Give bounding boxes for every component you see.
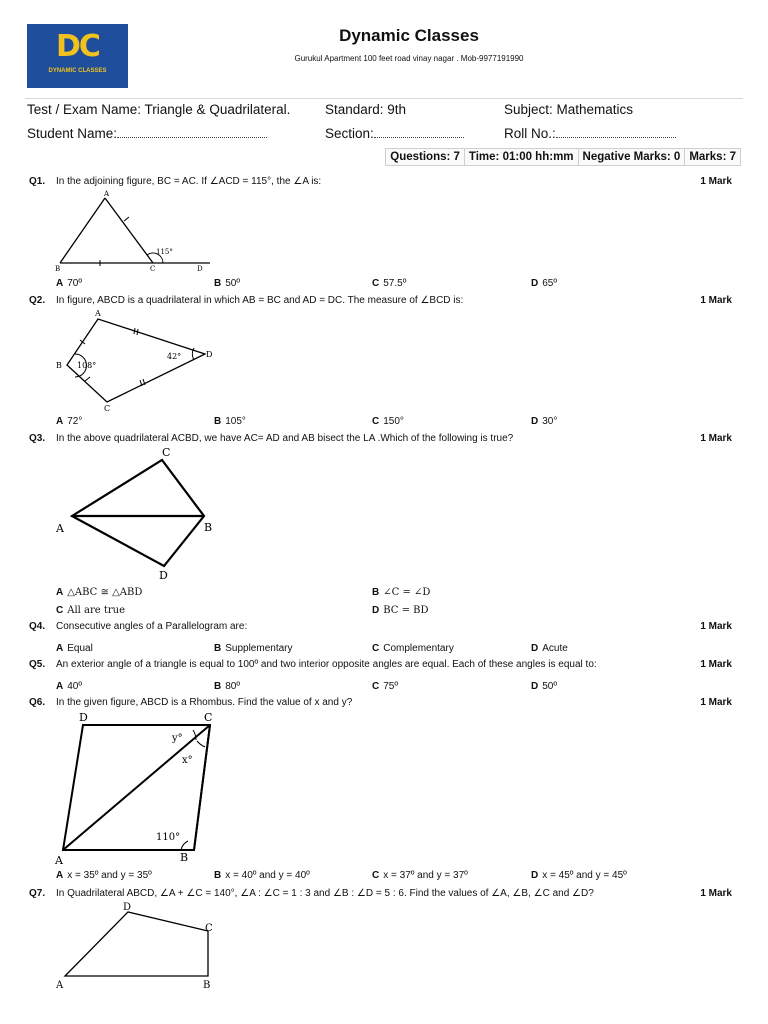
logo-subtext: DYNAMIC CLASSES [48,68,107,74]
q3-option-b[interactable]: B ∠C = ∠D [372,587,431,598]
q1-option-b[interactable]: B 50º [214,278,241,289]
q2-option-c[interactable]: C 150° [372,416,404,427]
q3-label-b: B [204,521,213,534]
section-field[interactable] [325,126,464,141]
q5-option-d[interactable]: D 50º [531,681,558,692]
q4-option-d[interactable]: D Acute [531,643,568,654]
roll-blank[interactable] [556,127,676,138]
student-name-field[interactable] [27,126,267,141]
q1-label-a: A [104,190,110,198]
standard: Standard: 9th [325,102,407,117]
q6-angle-y: y° [172,733,183,744]
test-name: Test / Exam Name: Triangle & Quadrilateral. [27,102,291,117]
subject: Subject: Mathematics [504,102,634,117]
q6-option-c[interactable]: C x = 37º and y = 37º [372,870,468,881]
q2-text: In figure, ABCD is a quadrilateral in which AB = BC and AD = DC. The measure of ∠BCD is: [56,295,464,306]
q6-text: In the given figure, ABCD is a Rhombus. Find the value of x and y? [56,697,353,708]
q2-number: Q2. [29,295,46,306]
q6-rhombus-figure [50,708,230,868]
q3-mark: 1 Mark [700,433,732,444]
q1-text: In the adjoining figure, BC = AC. If ∠ACD = 115°, the ∠A is: [56,176,322,187]
time-limit: Time: 01:00 hh:mm [464,148,579,166]
q6-angle-x: x° [182,755,193,766]
q5-text: An exterior angle of a triangle is equal to 100º and two interior opposite angles are equal. Each of these angles is equal to: [56,659,597,670]
total-marks: Marks: 7 [684,148,741,166]
q2-angle-d: 42° [167,352,182,361]
q4-option-b[interactable]: B Supplementary [214,643,293,654]
logo-mark: DC [56,29,99,64]
q7-label-b: B [203,980,211,991]
student-name-blank[interactable] [117,127,267,138]
q3-option-c[interactable]: C All are true [56,605,126,616]
questions-count: Questions: 7 [385,148,465,166]
q4-option-a[interactable]: A Equal [56,643,93,654]
q5-number: Q5. [29,659,46,670]
q2-option-b[interactable]: B 105° [214,416,246,427]
header-divider [25,98,743,99]
q6-option-a[interactable]: A x = 35º and y = 35º [56,870,152,881]
q1-label-d: D [197,265,203,273]
q1-angle-label: 115° [156,248,173,256]
q6-mark: 1 Mark [700,697,732,708]
q6-angle-b: 110° [156,832,181,843]
q1-triangle-figure [50,188,220,274]
roll-label: Roll No.: [504,126,556,141]
q6-label-c: C [204,711,213,724]
roll-field[interactable] [504,126,676,141]
q4-number: Q4. [29,621,46,632]
q3-number: Q3. [29,433,46,444]
q6-label-b: B [180,851,189,864]
q2-angle-b: 108° [77,361,97,370]
q1-label-b: B [55,265,61,273]
q2-option-a[interactable]: A 72° [56,416,83,427]
q3-label-d: D [159,569,168,582]
q6-number: Q6. [29,697,46,708]
q5-option-a[interactable]: A 40º [56,681,83,692]
q7-number: Q7. [29,888,46,899]
q1-mark: 1 Mark [700,176,732,187]
q7-label-d: D [123,902,132,913]
student-name-label: Student Name: [27,126,118,141]
q1-option-a[interactable]: A 70º [56,278,83,289]
q4-option-c[interactable]: C Complementary [372,643,454,654]
negative-marks: Negative Marks: 0 [578,148,686,166]
q3-text: In the above quadrilateral ACBD, we have AC= AD and AB bisect the LA .Which of the following is true? [56,433,514,444]
q3-label-a: A [56,522,64,535]
exam-info-boxes [386,148,741,166]
institute-name: Dynamic Classes [339,26,479,45]
q7-text: In Quadrilateral ABCD, ∠A + ∠C = 140°, ∠A : ∠C = 1 : 3 and ∠B : ∠D = 5 : 6. Find the values of ∠A, ∠B, ∠C and ∠D? [56,888,594,899]
q7-mark: 1 Mark [700,888,732,899]
q4-text: Consecutive angles of a Parallelogram are: [56,621,248,632]
section-label: Section: [325,126,374,141]
q6-label-d: D [79,711,88,724]
q2-label-b: B [56,361,62,370]
q2-mark: 1 Mark [700,295,732,306]
q2-option-d[interactable]: D 30° [531,416,558,427]
q5-option-b[interactable]: B 80º [214,681,241,692]
section-blank[interactable] [374,127,464,138]
q6-option-d[interactable]: D x = 45º and y = 45º [531,870,627,881]
q4-mark: 1 Mark [700,621,732,632]
q3-option-a[interactable]: A △ABC ≅ △ABD [56,587,143,598]
q1-option-c[interactable]: C 57.5º [372,278,407,289]
q1-label-c: C [150,265,156,273]
q2-label-a: A [95,309,101,318]
q2-label-c: C [104,404,111,412]
q7-label-c: C [205,923,213,934]
q6-label-a: A [55,854,63,867]
q6-option-b[interactable]: B x = 40º and y = 40º [214,870,310,881]
q2-label-d: D [206,350,213,359]
q7-label-a: A [56,980,64,991]
institute-address: Gurukul Apartment 100 feet road vinay nagar . Mob-9977191990 [294,54,524,63]
q3-option-d[interactable]: D BC = BD [372,605,429,616]
q5-option-c[interactable]: C 75º [372,681,399,692]
q5-mark: 1 Mark [700,659,732,670]
q1-option-d[interactable]: D 65º [531,278,558,289]
q3-kite-figure [52,444,222,584]
q3-label-c: C [162,446,171,459]
q2-quadrilateral-figure [50,307,230,412]
q7-quadrilateral-figure [50,898,230,998]
q1-number: Q1. [29,176,46,187]
